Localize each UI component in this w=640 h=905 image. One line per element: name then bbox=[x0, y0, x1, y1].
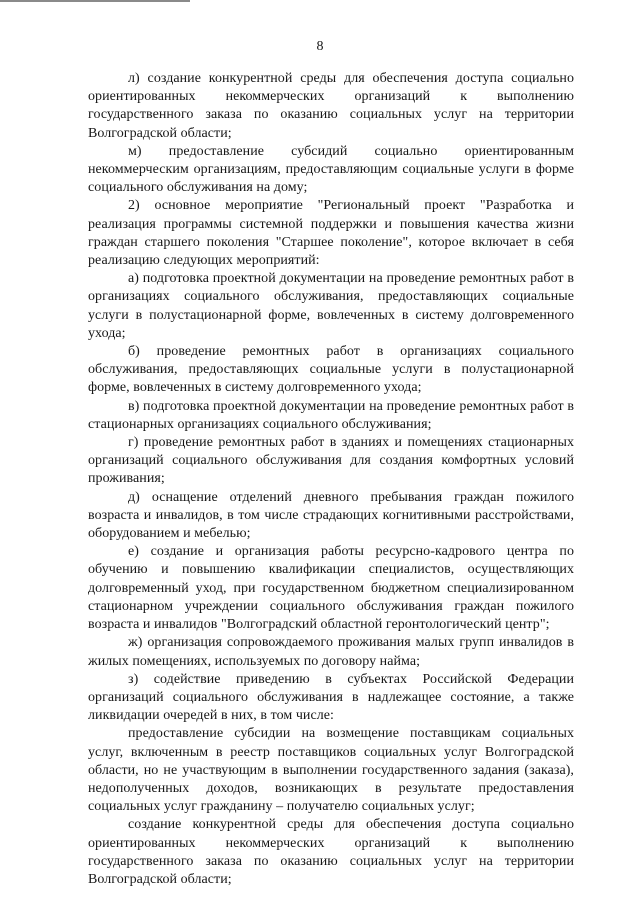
paragraph-item-g: г) проведение ремонтных работ в зданиях и помещениях стационарных организаций социального обслуживания для создания комфортных условий проживания; bbox=[88, 435, 574, 487]
paragraph-item-a: а) подготовка проектной документации на проведение ремонтных работ в организациях социального обслуживания, предоставляющих социальные услуги в полустационарной форме, вовлеченных в систему долговременного ухода; bbox=[88, 271, 574, 341]
paragraph-subsidy: предоставление субсидии на возмещение поставщикам социальных услуг, включенным в реестр поставщиков социальных услуг Волгоградской области, но не участвующим в выполнении государственного задания (заказа), недополученных доходов, возникающих в результате предоставления социальных услуг гражданину – получателю социальных услуг; bbox=[88, 726, 574, 815]
paragraph-item-z: з) содействие приведению в субъектах Российской Федерации организаций социального обслуживания в надлежащее состояние, а также ликвидации очередей в них, в том числе: bbox=[88, 671, 574, 724]
scan-edge-mark bbox=[0, 0, 190, 2]
paragraph-item-b: б) проведение ремонтных работ в организациях социального обслуживания, предоставляющих социальные услуги в полустационарной форме, вовлеченных в систему долговременного ухода; bbox=[88, 344, 574, 396]
paragraph-item-v: в) подготовка проектной документации на проведение ремонтных работ в стационарных организациях социального обслуживания; bbox=[88, 398, 574, 432]
paragraph-item-zh: ж) организация сопровождаемого проживания малых групп инвалидов в жилых помещениях, используемых по договору найма; bbox=[88, 635, 574, 669]
paragraph-item-l: л) создание конкурентной среды для обеспечения доступа социально ориентированных некоммерческих организаций к выполнению государственного заказа по оказанию социальных услуг на территории Волгоградской области; bbox=[88, 71, 574, 141]
paragraph-item-d: д) оснащение отделений дневного пребывания граждан пожилого возраста и инвалидов, в том числе страдающих когнитивными расстройствами, оборудованием и мебелью; bbox=[88, 489, 574, 542]
paragraph-competitive-environment: создание конкурентной среды для обеспечения доступа социально ориентированных некоммерческих организаций к выполнению государственного заказа по оказанию социальных услуг на территории Волгоградской области; bbox=[88, 817, 574, 887]
paragraph-item-e: е) создание и организация работы ресурсно-кадрового центра по обучению и повышению квалификации специалистов, осуществляющих долговременный уход, при государственном бюджетном специализированном стационарном учреждении социального обслуживания граждан пожилого возраста и инвалидов "Волгоградский областной геронтологический центр"; bbox=[88, 544, 574, 633]
paragraph-item-m: м) предоставление субсидий социально ориентированным некоммерческим организациям, предоставляющим социальные услуги в форме социального обслуживания на дому; bbox=[88, 143, 574, 196]
document-body bbox=[88, 70, 574, 889]
paragraph-main-activity-2: 2) основное мероприятие "Региональный проект "Разработка и реализация программы системной поддержки и повышения качества жизни граждан старшего поколения "Старшее поколение", которое включает в себя реализацию следующих мероприятий: bbox=[88, 198, 574, 269]
page-number: 8 bbox=[316, 39, 324, 54]
